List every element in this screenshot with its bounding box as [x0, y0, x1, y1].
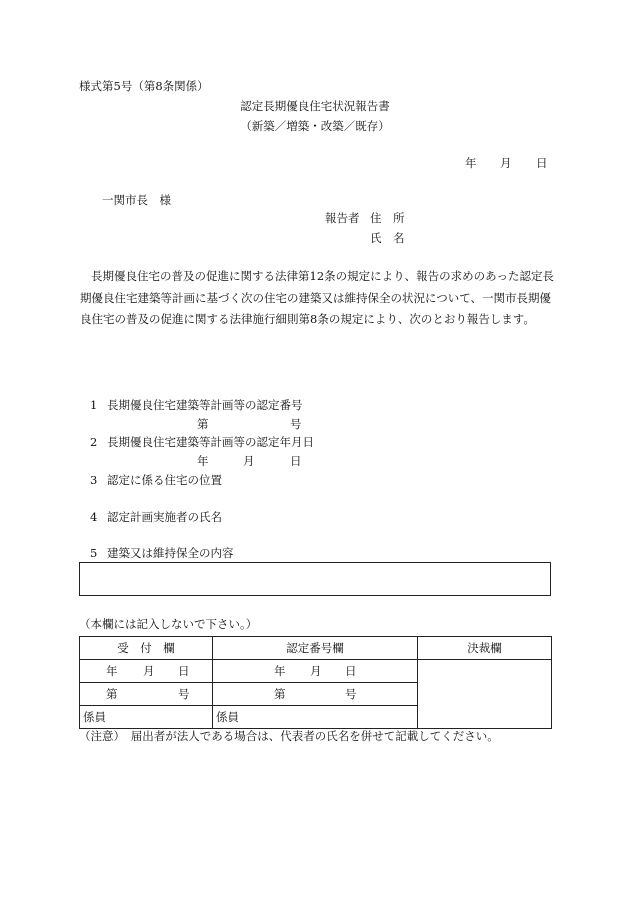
receipt-date-cell[interactable]	[80, 660, 213, 683]
receipt-number-dai: 第	[106, 687, 118, 701]
receipt-date-day: 日	[178, 664, 190, 678]
form-id: 様式第5号（第8条関係）	[79, 79, 209, 93]
receipt-staff-cell[interactable]	[80, 706, 213, 729]
office-use-table	[79, 636, 552, 729]
table-row	[80, 637, 552, 660]
footnote: （注意） 届出者が法人である場合は、代表者の氏名を併せて記載してください。	[79, 729, 499, 743]
approval-date-day: 日	[345, 664, 357, 678]
reporter-label: 報告者	[325, 211, 360, 225]
page-subtitle: （新築／増築・改築／既存）	[240, 119, 390, 133]
approval-staff-label: 係員	[216, 709, 239, 724]
item-2-label: 長期優良住宅建築等計画等の認定年月日	[107, 435, 314, 449]
addressee: 一関市長 様	[102, 193, 171, 207]
item-1-number: 1	[90, 398, 98, 412]
item-3-label: 認定に係る住宅の位置	[107, 473, 222, 487]
item-2-year: 年	[197, 454, 209, 468]
item-1-dai: 第	[197, 417, 209, 431]
table-row	[80, 660, 552, 683]
header-approval-number: 認定番号欄	[213, 637, 418, 660]
approval-date-month: 月	[310, 664, 322, 678]
receipt-number-cell[interactable]	[80, 683, 213, 706]
receipt-date-month: 月	[143, 664, 155, 678]
reporter-name-label: 氏 名	[370, 231, 405, 245]
receipt-staff-label: 係員	[83, 709, 106, 724]
item-4-label: 認定計画実施者の氏名	[107, 510, 222, 524]
date-year-label: 年	[465, 156, 477, 170]
item-3-number: 3	[90, 473, 98, 487]
report-body-text: 長期優良住宅の普及の促進に関する法律第12条の規定により、報告の求めのあった認定長期優良住宅建築等計画に基づく次の住宅の建築又は維持保全の状況について、一関市長期優良住宅の普及の促進に関する法律施行細則第8条の規定により、次のとおり報告します。	[80, 269, 555, 326]
approval-number-dai: 第	[274, 687, 286, 701]
approval-date-cell[interactable]	[213, 660, 418, 683]
page-title: 認定長期優良住宅状況報告書	[240, 99, 390, 113]
item-2-number: 2	[90, 435, 98, 449]
item-1-label: 長期優良住宅建築等計画等の認定番号	[107, 398, 303, 412]
date-day-label: 日	[536, 156, 548, 170]
office-use-note: （本欄には記入しないで下さい。）	[79, 617, 258, 631]
approval-number-cell[interactable]	[213, 683, 418, 706]
approval-number-go: 号	[345, 687, 357, 701]
item-1-go: 号	[290, 417, 302, 431]
item-2-month: 月	[243, 454, 255, 468]
item-5-label: 建築又は維持保全の内容	[107, 546, 234, 560]
reporter-address-label: 住 所	[370, 211, 405, 225]
item-5-number: 5	[90, 546, 98, 560]
approval-date-year: 年	[274, 664, 286, 678]
approval-staff-cell[interactable]	[213, 706, 418, 729]
header-receipt: 受 付 欄	[80, 637, 213, 660]
item-4-number: 4	[90, 510, 98, 524]
construction-content-field[interactable]	[79, 562, 551, 596]
decision-cell[interactable]	[418, 660, 552, 729]
header-decision: 決裁欄	[418, 637, 552, 660]
item-2-day: 日	[290, 454, 302, 468]
receipt-number-go: 号	[178, 687, 190, 701]
receipt-date-year: 年	[106, 664, 118, 678]
date-month-label: 月	[500, 156, 512, 170]
